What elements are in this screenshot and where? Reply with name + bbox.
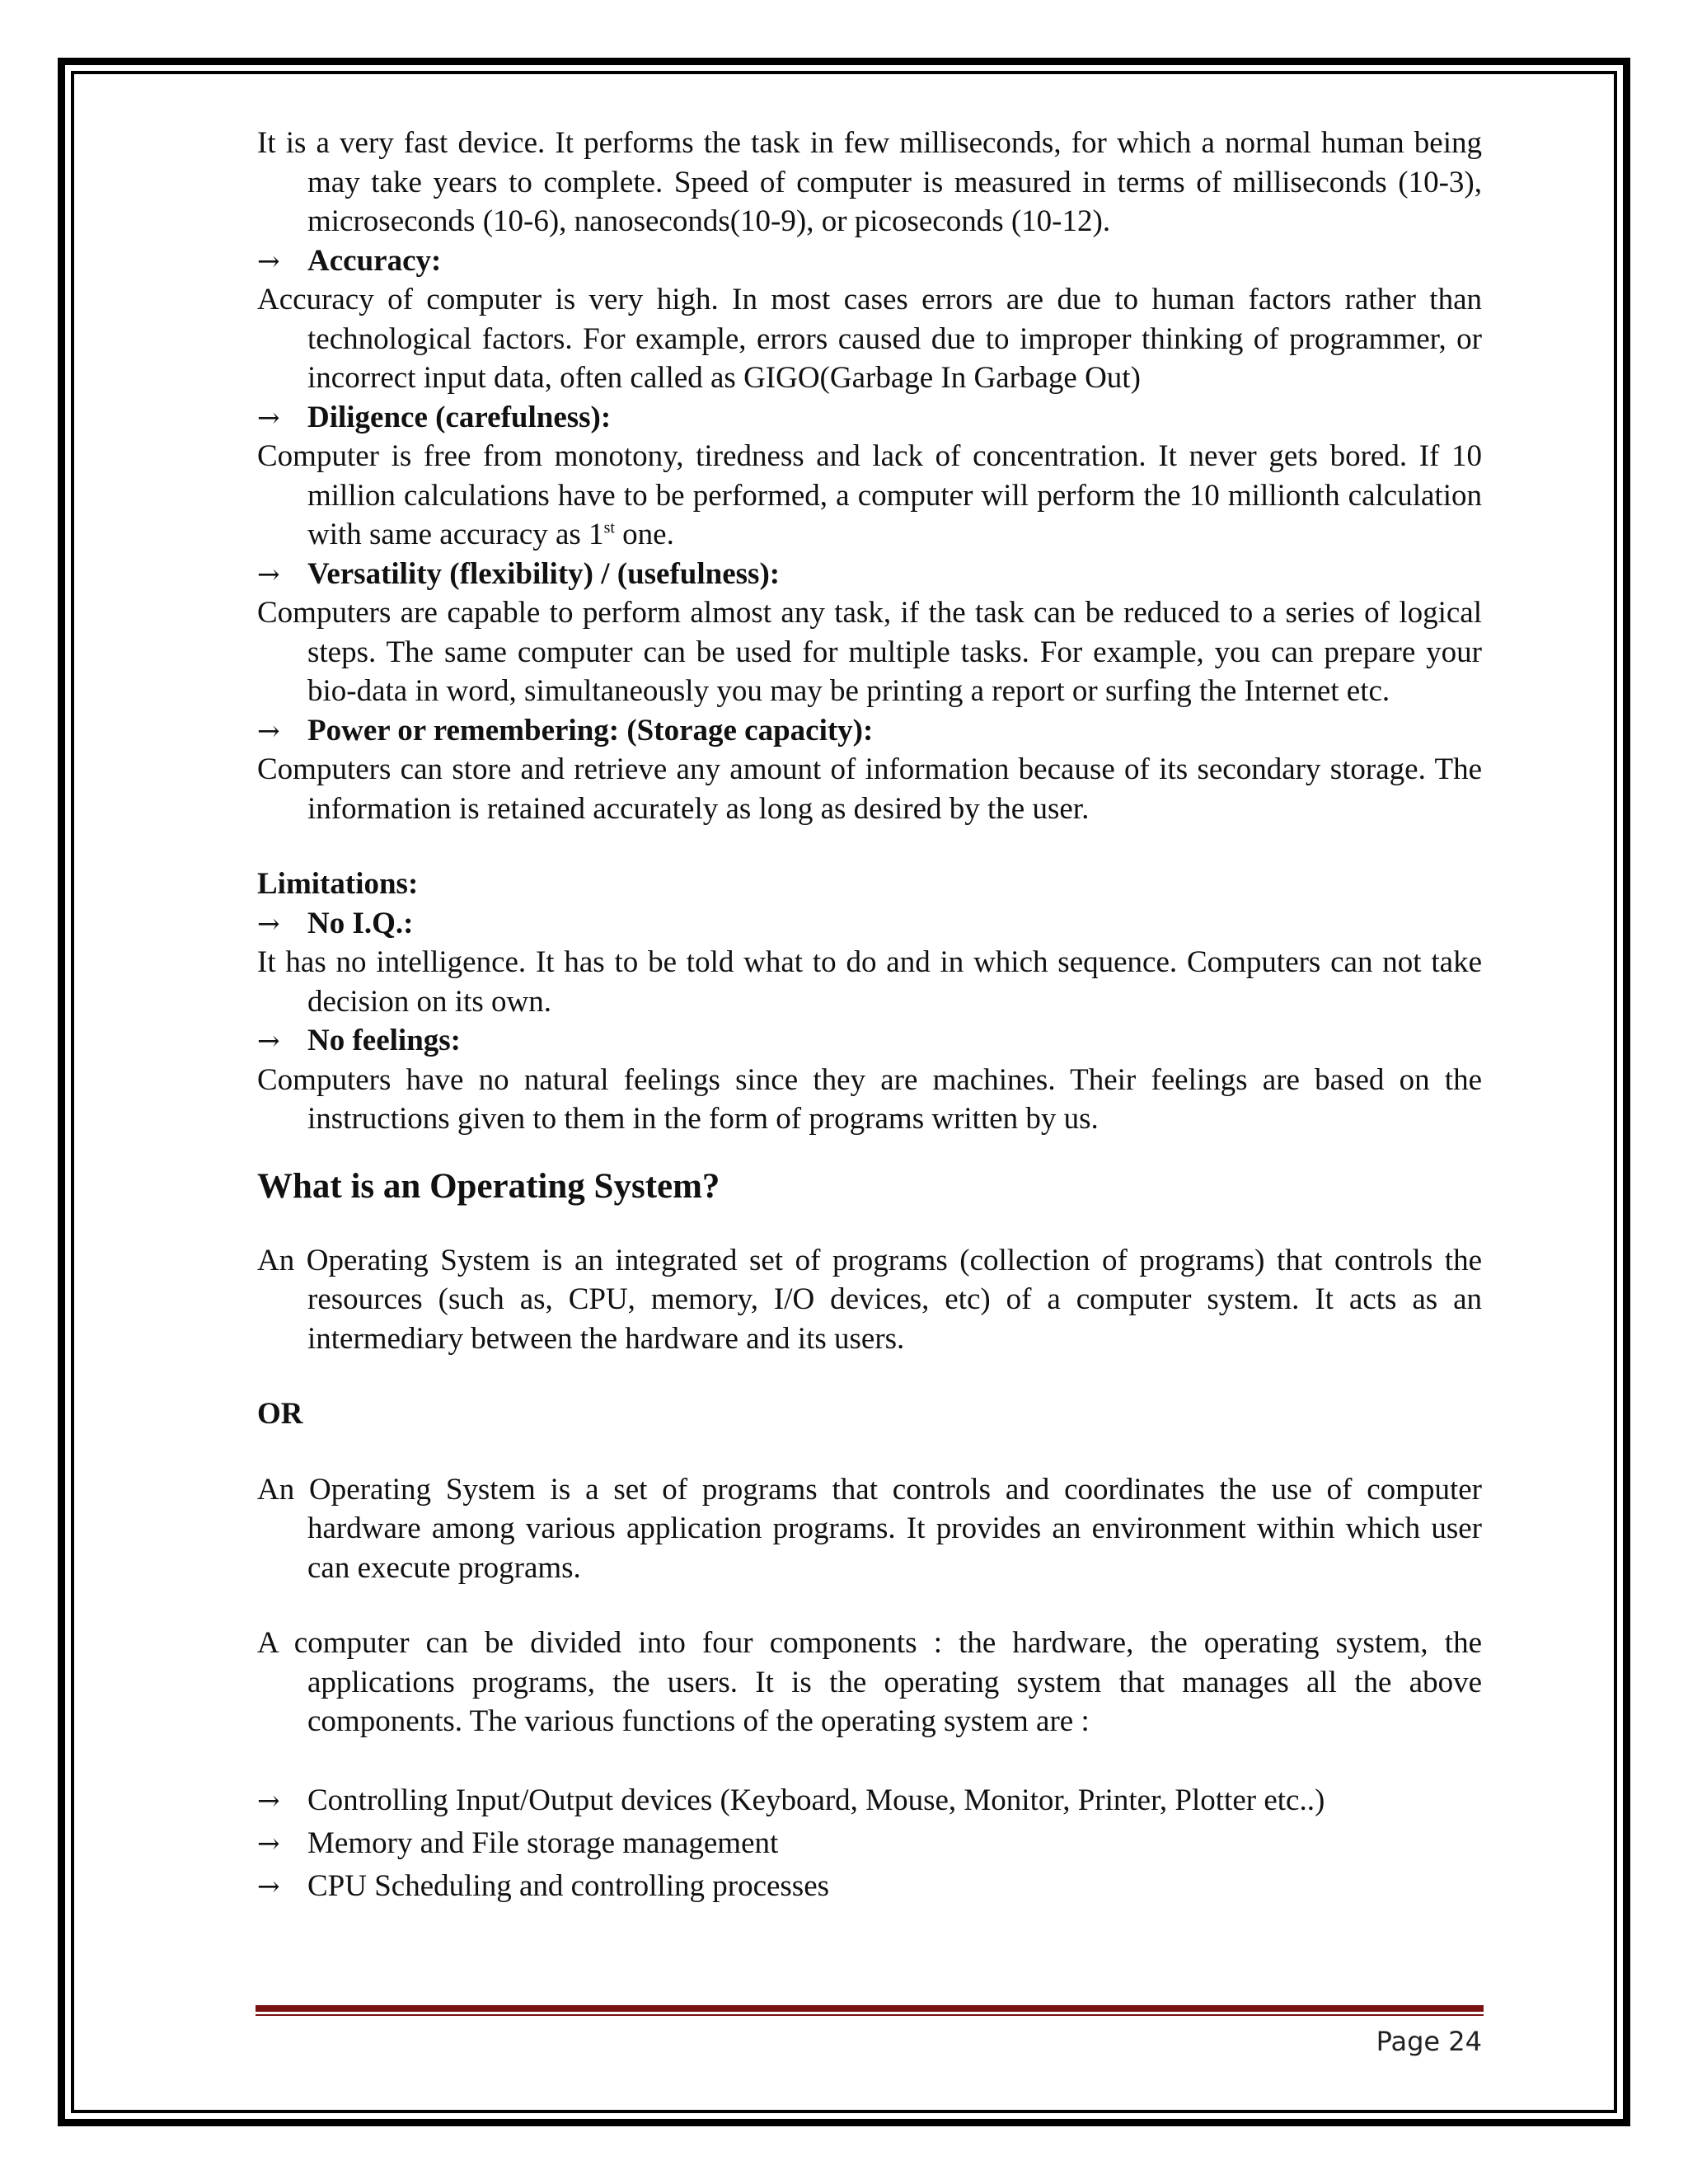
- os-definition-2: An Operating System is a set of programs that controls and coordinates the use of computer hardware among various application programs. It provides an environment within which user can execute programs.: [257, 1472, 1482, 1585]
- document-body: [257, 124, 1482, 1910]
- diligence-superscript: st: [603, 518, 615, 537]
- noiq-heading: No I.Q.:: [307, 906, 414, 940]
- function-item-label: CPU Scheduling and controlling processes: [307, 1868, 830, 1903]
- versatility-paragraph: Computers are capable to perform almost any task, if the task can be reduced to a series of logical steps. The same computer can be used for multiple tasks. For example, you can prepare your bio-data in word, simultaneously you may be printing a report or surfing the Internet etc.: [257, 596, 1482, 708]
- arrow-bullet-icon: →: [257, 557, 280, 590]
- noiq-heading-row: [257, 904, 1482, 944]
- arrow-bullet-icon: →: [257, 401, 280, 434]
- arrow-bullet-icon: →: [257, 1826, 280, 1859]
- os-heading: What is an Operating System?: [257, 1166, 720, 1206]
- power-heading-row: [257, 711, 1482, 751]
- nofeelings-heading-row: [257, 1021, 1482, 1061]
- nofeelings-paragraph: Computers have no natural feelings since they are machines. Their feelings are based on the instructions given to them in the form of programs written by us.: [257, 1062, 1482, 1136]
- arrow-bullet-icon: →: [257, 907, 280, 940]
- power-heading: Power or remembering: (Storage capacity):: [307, 713, 874, 748]
- arrow-bullet-icon: →: [257, 1869, 280, 1902]
- function-item: [257, 1867, 1482, 1910]
- diligence-heading: Diligence (carefulness):: [307, 400, 612, 434]
- components-paragraph: A computer can be divided into four components : the hardware, the operating system, the applications programs, the users. It is the operating system that manages all the above components. The various functions of the operating system are :: [257, 1626, 1482, 1738]
- limitations-heading: Limitations:: [257, 867, 419, 901]
- arrow-bullet-icon: →: [257, 1024, 280, 1057]
- page-number: Page 24: [1376, 2026, 1482, 2057]
- arrow-bullet-icon: →: [257, 714, 280, 747]
- speed-paragraph: It is a very fast device. It performs the task in few milliseconds, for which a normal human being may take years to complete. Speed of computer is measured in terms of milliseconds (10-3), microseconds (10-6), nanoseconds(10-9), or picoseconds (10-12).: [257, 126, 1482, 238]
- versatility-heading-row: [257, 555, 1482, 594]
- versatility-heading: Versatility (flexibility) / (usefulness):: [307, 556, 781, 591]
- nofeelings-heading: No feelings:: [307, 1024, 461, 1057]
- noiq-paragraph: It has no intelligence. It has to be told what to do and in which sequence. Computers can not take decision on its own.: [257, 945, 1482, 1019]
- diligence-heading-row: [257, 398, 1482, 438]
- footer-rule-thin: [256, 2014, 1484, 2016]
- accuracy-paragraph: Accuracy of computer is very high. In most cases errors are due to human factors rather than technological factors. For example, errors caused due to improper thinking of programmer, or incorrect input data, often called as GIGO(Garbage In Garbage Out): [257, 283, 1482, 395]
- or-label: OR: [257, 1397, 303, 1431]
- diligence-paragraph: [257, 437, 1482, 555]
- diligence-text-b: one.: [614, 518, 674, 551]
- accuracy-heading-row: [257, 241, 1482, 281]
- arrow-bullet-icon: →: [257, 1783, 280, 1816]
- power-paragraph: Computers can store and retrieve any amount of information because of its secondary storage. The information is retained accurately as long as desired by the user.: [257, 752, 1482, 826]
- function-item-label: Controlling Input/Output devices (Keyboard, Mouse, Monitor, Printer, Plotter etc..): [307, 1783, 1325, 1817]
- diligence-text-a: Computer is free from monotony, tiredness and lack of concentration. It never gets bored. If 10 million calculations have to be performed, a computer will perform the 10 millionth calculation with same accuracy as 1: [257, 439, 1482, 551]
- footer-rule: [256, 2005, 1484, 2012]
- function-item: [257, 1824, 1482, 1867]
- accuracy-heading: Accuracy:: [307, 243, 442, 278]
- function-item-label: Memory and File storage management: [307, 1825, 779, 1860]
- arrow-bullet-icon: →: [257, 244, 280, 277]
- os-definition-1: An Operating System is an integrated set of programs (collection of programs) that controls the resources (such as, CPU, memory, I/O devices, etc) of a computer system. It acts as an intermediary between the hardware and its users.: [257, 1243, 1482, 1356]
- function-item: [257, 1781, 1482, 1824]
